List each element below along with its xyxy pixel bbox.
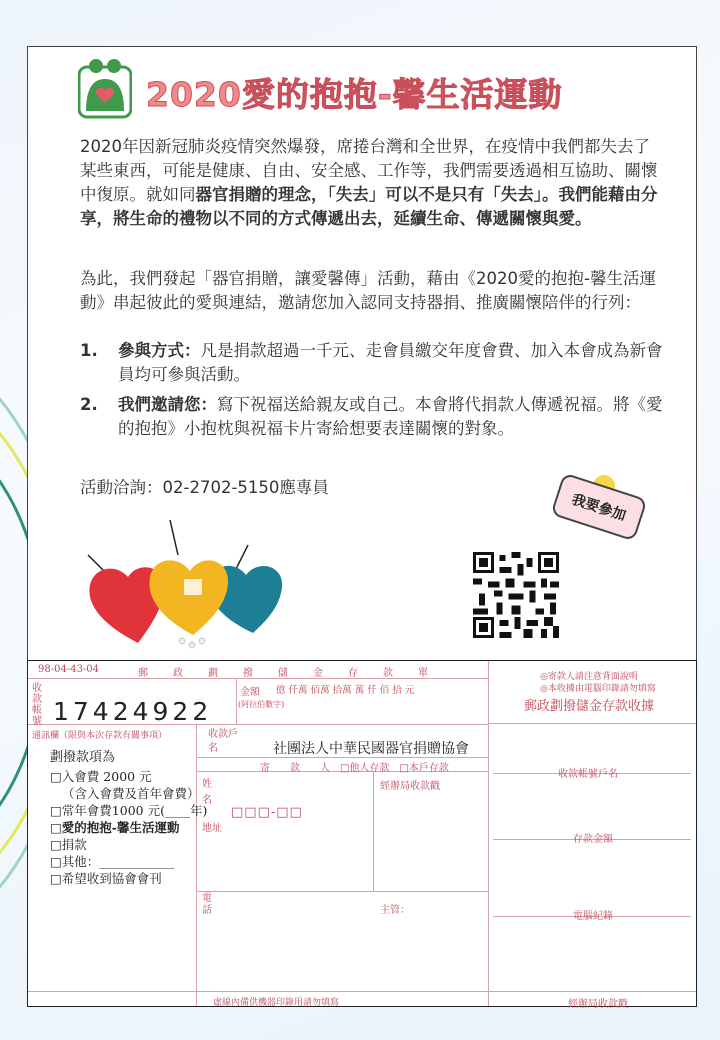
form-code: 98-04-43-04 (38, 664, 100, 675)
account-label: 收款帳號 (32, 683, 42, 727)
postal-code-boxes[interactable]: □□□-□□ (231, 805, 303, 820)
checkbox-item[interactable]: □常年會費1000 元(____年) (50, 803, 208, 818)
steps-list (80, 339, 670, 447)
receipt-field: 存款金額 (573, 834, 613, 845)
receipt-note: ◎寄款人請注意背面說明 (540, 672, 638, 682)
postal-transfer-form (27, 660, 697, 1010)
supervisor-label: 主管： (380, 905, 410, 916)
payee-name: 社團法人中華民國器官捐贈協會 (273, 741, 469, 757)
name-label: 姓名 (202, 779, 212, 806)
form-title-char: 政 (173, 668, 183, 679)
receipt-note: ◎本收據由電腦印錄請勿填寫 (540, 684, 656, 694)
step-number: 2. (80, 395, 98, 414)
comm-label: 通訊欄（限與本次存款有關事項） (32, 731, 168, 741)
transfer-items (50, 749, 207, 887)
form-title-char: 劃 (208, 668, 218, 679)
step-text: 凡是捐款超過一千元、走會員繳交年度會費、加入本會成為新會員均可參與活動。 (118, 341, 663, 384)
intro-text: 2020年因新冠肺炎疫情突然爆發，席捲台灣和全世界，在疫情中我們都失去了某些東西，可能是健康、自由、安全感、工作等，我們需要透過相互協助、關懷中復原。就如同 (80, 137, 658, 204)
page-title: 2020愛的抱抱-馨生活運動 (146, 75, 563, 114)
qr-code-icon[interactable] (473, 552, 559, 638)
campaign-paragraph: 為此，我們發起「器官捐贈，讓愛馨傳」活動，藉由《2020愛的抱抱-馨生活運動》串起彼此的愛與連結，邀請您加入認同支持器捐、推廣關懷陪伴的行列： (80, 269, 656, 312)
receipt-field: 電腦紀錄 (573, 911, 613, 922)
form-title-char: 郵 (138, 668, 148, 679)
receipt-stamp-label: 經辦局收款戳 (568, 999, 628, 1010)
amount-label: 金額 (240, 687, 260, 698)
bureau-stamp-label: 經辦局收款戳 (380, 781, 440, 792)
join-label: 我要參加 (569, 491, 628, 525)
intro-paragraph (80, 135, 665, 231)
checkbox-note: （含入會費及首年會費） (62, 786, 200, 801)
organization-logo-icon (78, 59, 132, 119)
payee-label: 收款戶名 (208, 729, 238, 754)
list-item (80, 393, 670, 441)
machine-note: 虛線內備供機器印錄用請勿填寫 (213, 998, 340, 1008)
step-number: 1. (80, 341, 98, 360)
step-text: 寫下祝福送給親友或自己。本會將代捐款人傳遞祝福。將《愛的抱抱》小抱枕與祝福卡片寄給想要表達關懷的對象。 (118, 395, 663, 438)
form-title-char: 單 (418, 668, 428, 679)
list-item (80, 339, 670, 387)
checkbox-item[interactable]: □愛的抱抱-馨生活運動 (50, 820, 180, 835)
amount-units: 億 仟萬 佰萬 拾萬 萬 仟 佰 拾 元 (276, 685, 415, 696)
form-title-char: 撥 (243, 668, 253, 679)
contact-info: 活動洽詢：02-2702-5150應專員 (80, 478, 329, 497)
checkbox-item[interactable]: □捐款 (50, 837, 87, 852)
intro-bold-text: 器官捐贈的理念，「失去」可以不是只有「失去」。我們能藉由分享，將生命的禮物以不同的方式傳遞出去，延續生命、傳遞關懷與愛。 (80, 185, 658, 228)
account-number: 17424922 (53, 697, 213, 726)
phone-label: 電話 (202, 893, 212, 916)
step-label: 我們邀請您： (118, 395, 217, 414)
form-title-char: 存 (348, 668, 358, 679)
checkbox-item[interactable]: □入會費 2000 元 (50, 769, 152, 784)
campaign-card (27, 46, 697, 661)
address-label: 地址 (202, 823, 222, 834)
amount-note: (阿拉伯數字) (238, 700, 285, 709)
step-label: 參與方式： (118, 341, 201, 360)
heart-pillows-image (78, 515, 308, 650)
depositor-row: 寄 款 人 □他人存款 □本戶存款 (260, 763, 449, 774)
receipt-title: 郵政劃撥儲金存款收據 (524, 699, 655, 714)
receipt-field: 收款帳號戶名 (558, 769, 618, 780)
form-title-char: 款 (383, 668, 393, 679)
items-title: 劃撥款項為 (50, 750, 116, 765)
checkbox-item[interactable]: □其他：____________ (50, 854, 175, 869)
checkbox-item[interactable]: □希望收到協會會刊 (50, 871, 162, 886)
form-title-char: 儲 (278, 668, 288, 679)
form-title-char: 金 (313, 668, 323, 679)
